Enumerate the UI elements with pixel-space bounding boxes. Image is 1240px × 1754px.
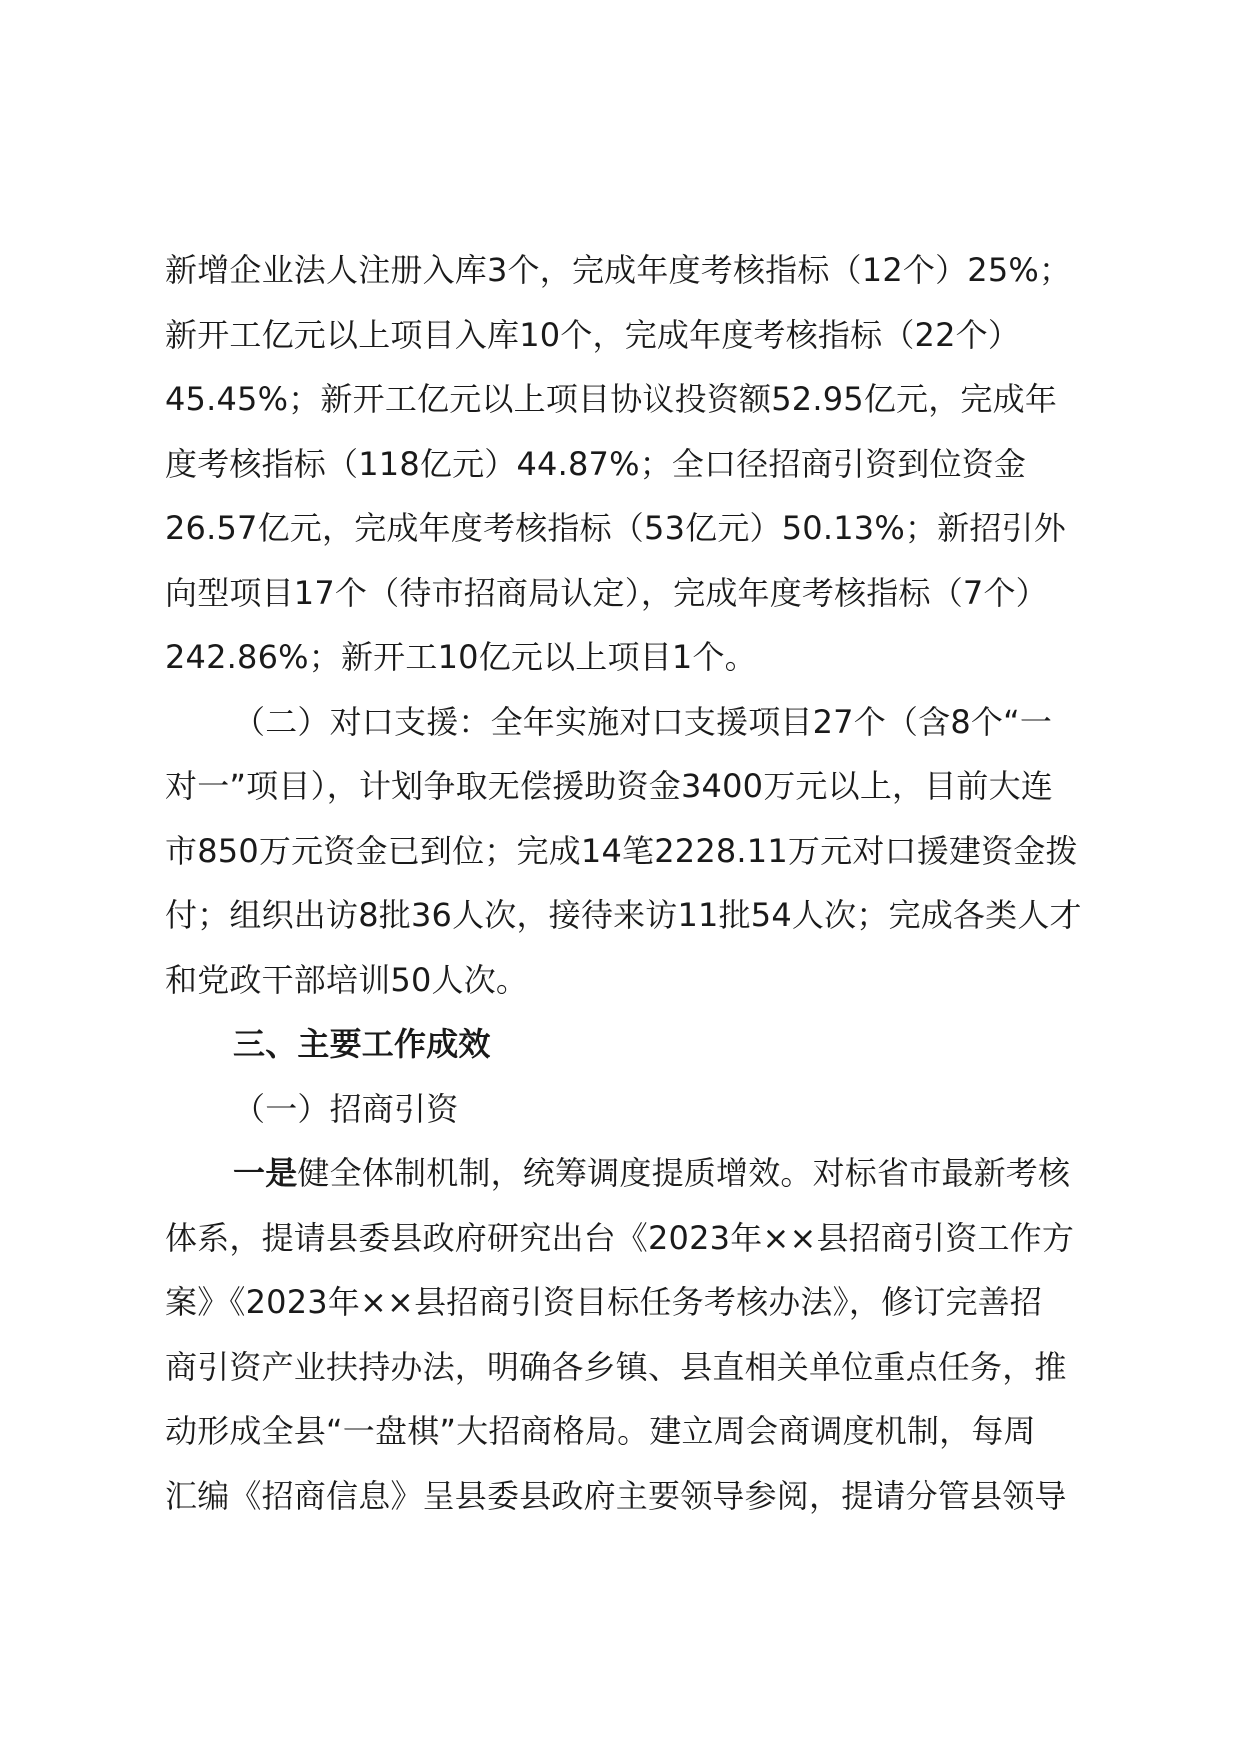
text-line: 汇编《招商信息》呈县委县政府主要领导参阅，提请分管县领导 [165, 1476, 1067, 1515]
text-line: 和党政干部培训50人次。 [165, 960, 529, 999]
text-line: 26.57亿元，完成年度考核指标（53亿元）50.13%；新招引外 [165, 509, 1066, 547]
text-line: 242.86%；新开工10亿元以上项目1个。 [165, 638, 757, 676]
text-line: 动形成全县“一盘棋”大招商格局。建立周会商调度机制，每周 [165, 1412, 1036, 1450]
text-line: （二）对口支援：全年实施对口支援项目27个（含8个“一 [233, 702, 1053, 741]
paragraph-lead: 一是 [233, 1154, 298, 1192]
section-heading: 三、主要工作成效 [233, 1025, 491, 1063]
text-line: 市850万元资金已到位；完成14笔2228.11万元对口援建资金拨 [165, 831, 1078, 870]
document-body [165, 238, 1125, 1528]
paragraph-first-text: 健全体制机制，统筹调度提质增效。对标省市最新考核 [297, 1154, 1071, 1192]
text-line: 案》《2023年××县招商引资目标任务考核办法》，修订完善招 [165, 1283, 1043, 1321]
text-line: 体系，提请县委县政府研究出台《2023年××县招商引资工作方 [165, 1218, 1075, 1257]
text-line: 新增企业法人注册入库3个，完成年度考核指标（12个）25%； [165, 251, 1072, 289]
text-line: 付；组织出访8批36人次，接待来访11批54人次；完成各类人才 [165, 896, 1082, 934]
text-line: 向型项目17个（待市招商局认定），完成年度考核指标（7个） [165, 573, 1048, 612]
text-line: 对一”项目），计划争取无偿援助资金3400万元以上，目前大连 [165, 767, 1054, 805]
text-line: 度考核指标（118亿元）44.87%；全口径招商引资到位资金 [165, 444, 1027, 483]
paragraph-first-line [165, 1141, 1125, 1206]
text-line: 45.45%；新开工亿元以上项目协议投资额52.95亿元，完成年 [165, 380, 1058, 418]
subsection-heading: （一）招商引资 [233, 1089, 459, 1128]
text-line: 新开工亿元以上项目入库10个，完成年度考核指标（22个） [165, 315, 1021, 354]
text-line: 商引资产业扶持办法，明确各乡镇、县直相关单位重点任务，推 [165, 1347, 1067, 1386]
